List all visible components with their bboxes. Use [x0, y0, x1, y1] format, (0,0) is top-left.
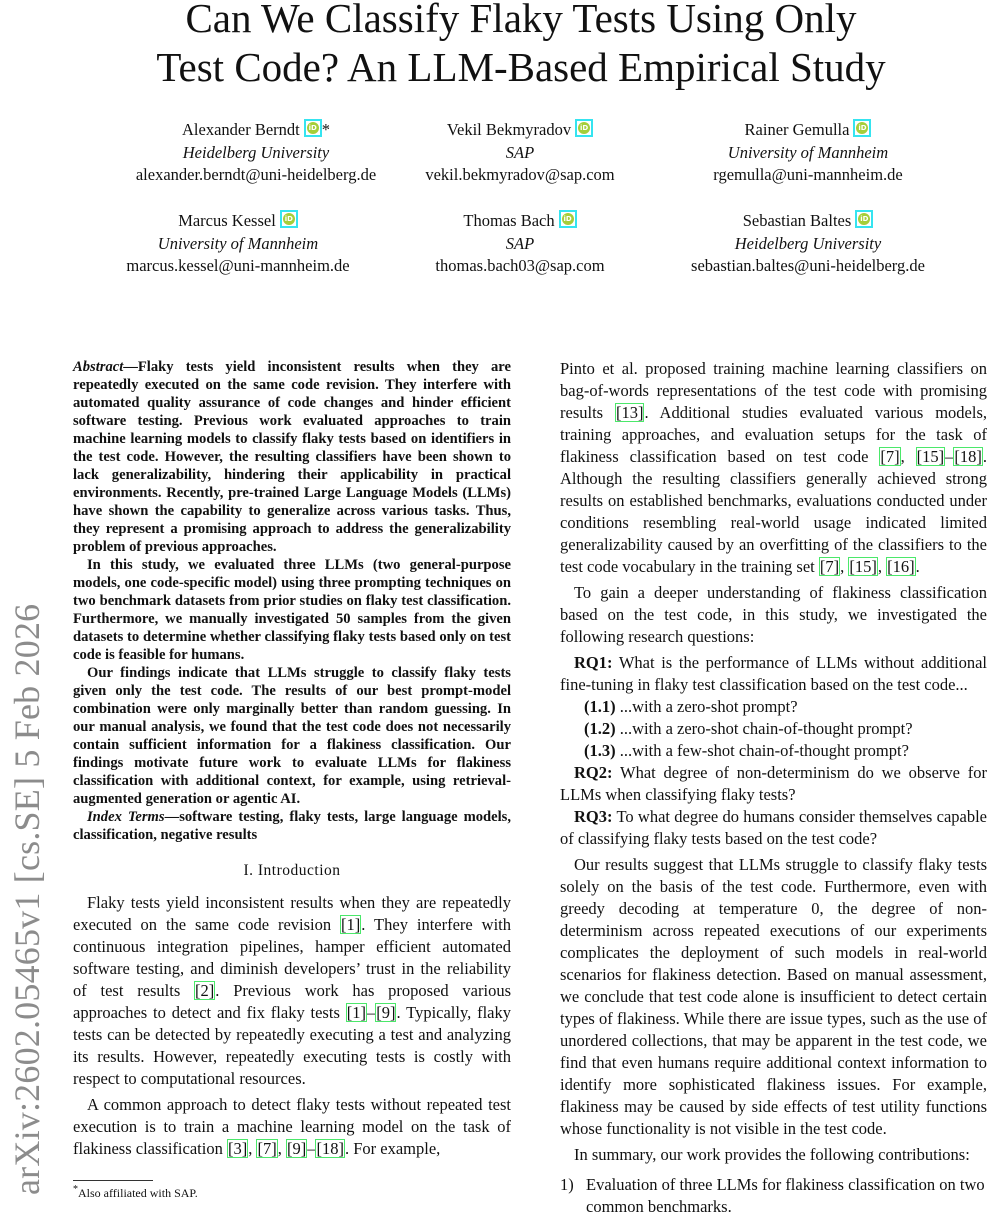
orcid-icon[interactable]: iD [280, 210, 298, 228]
citation-link[interactable]: [2] [195, 981, 215, 1000]
author-block [360, 210, 680, 278]
author-block [360, 119, 680, 187]
citation-link[interactable]: [7] [880, 447, 900, 466]
arxiv-identifier: arXiv:2602.05465v1 [cs.SE] 5 Feb 2026 [7, 603, 47, 1195]
citation-link[interactable]: [9] [376, 1003, 396, 1022]
body-paragraph: Our results suggest that LLMs struggle to classify flaky tests solely on the basis of the test code. Furthermore, even with greedy decoding at temperature 0, the degree of non-determinism across repeated executions of our experiments complicates the deployment of such models in real-world scenarios for flakiness detection. Based on manual assessment, we conclude that test code alone is insufficient to detect certain types of flakiness. While there are issue types, such as the use of unordered collections, that may be apparent in the test code, we find that even humans require additional context information to identify more sophisticated flakiness issues. For example, flakiness may be caused by side effects of test utility functions whose functionality is not visible in the test code. [560, 855, 987, 1138]
intro-paragraph: Flaky tests yield inconsistent results when they are repeatedly executed on the same code revision [1]. They interfere with continuous integration pipelines, hamper efficient automated software testing, and diminish developers’ trust in the reliability of test results [2]. Previous work has proposed various approaches to detect and fix flaky tests [1]–[9]. Typically, flaky tests can be detected by repeatedly executing a test and analyzing its results. However, repeatedly executing tests is costly with respect to computational resources. [73, 893, 512, 1088]
body-paragraph: In summary, our work provides the following contributions: [574, 1145, 970, 1164]
author-block [648, 210, 968, 278]
author-affiliation: SAP [505, 142, 535, 162]
citation-link[interactable]: [7] [819, 557, 840, 576]
author-email: vekil.bekmyradov@sap.com [425, 165, 615, 184]
left-column [73, 358, 511, 1160]
sub-research-question: (1.1) ...with a zero-shot prompt? [584, 697, 798, 716]
orcid-icon[interactable]: iD [855, 210, 873, 228]
index-terms: Index Terms—software testing, flaky tests, large language models, classification, negative results [73, 809, 511, 843]
orcid-icon[interactable]: iD [853, 119, 871, 137]
orcid-icon[interactable]: iD [575, 119, 593, 137]
author-name: Marcus Kessel [178, 211, 276, 230]
citation-link[interactable]: [18] [954, 447, 982, 466]
author-email: sebastian.baltes@uni-heidelberg.de [691, 256, 925, 275]
orcid-icon[interactable]: iD [559, 210, 577, 228]
sub-research-question: (1.3) ...with a few-shot chain-of-thought prompt? [584, 741, 909, 760]
citation-link[interactable]: [9] [286, 1139, 307, 1158]
abstract [73, 358, 511, 844]
title-line-2: Test Code? An LLM-Based Empirical Study [156, 44, 886, 90]
research-question: RQ2: What degree of non-determinism do we observe for LLMs when classifying flaky tests? [560, 763, 987, 804]
abstract-paragraph: In this study, we evaluated three LLMs (two general-purpose models, one code-specific model) using three prompting techniques on two benchmark datasets from prior studies on flaky test classification. Furthermore, we manually investigated 50 samples from the given datasets to determine whether classifying flaky tests based only on test code is feasible for humans. [73, 557, 511, 663]
author-email: thomas.bach03@sap.com [435, 256, 605, 275]
rq-label: RQ2: [574, 763, 613, 782]
author-name: Sebastian Baltes [742, 211, 852, 230]
research-question: RQ1: What is the performance of LLMs without additional fine-tuning in flaky test classification based on the test code... [560, 653, 987, 694]
orcid-icon[interactable]: iD [304, 119, 322, 137]
right-column [560, 358, 987, 1218]
footnote-mark: * [73, 1184, 78, 1195]
index-terms-label: Index Terms [87, 809, 165, 825]
author-email: rgemulla@uni-mannheim.de [713, 165, 903, 184]
rq-label: RQ3: [574, 807, 613, 826]
citation-link[interactable]: [1] [346, 1003, 366, 1022]
author-name: Thomas Bach [463, 211, 555, 230]
rq-label: RQ1: [574, 653, 613, 672]
abstract-paragraph: Abstract—Flaky tests yield inconsistent results when they are repeatedly executed on the same code revision. They interfere with automated quality assurance of code changes and hinder efficient software testing. Previous work evaluated approaches to train machine learning models to classify flaky tests based on identifiers in the test code. However, the resulting classifiers have been shown to lack generalizability, hindering their applicability in practical environments. Recently, pre-trained Large Language Models (LLMs) have shown the capability to generalize across various tasks. Thus, they represent a promising approach to address the generalizability problem of previous approaches. [73, 359, 511, 555]
author-affiliation: University of Mannheim [727, 142, 889, 162]
citation-link[interactable]: [18] [316, 1139, 344, 1158]
contribution-number: 1) [560, 1175, 574, 1194]
author-name: Alexander Berndt [182, 120, 300, 139]
citation-link[interactable]: [1] [341, 915, 361, 934]
author-mark: * [321, 120, 330, 139]
citation-link[interactable]: [13] [615, 403, 644, 422]
citation-link[interactable]: [7] [257, 1139, 277, 1158]
body-paragraph: Pinto et al. proposed training machine learning classifiers on bag-of-words representations of the test code with promising results [13]. Additional studies evaluated various models, training approaches, and evaluation setups for the task of flakiness classification based on test code [7], [15]–[18]. Although the resulting classifiers generally achieved strong results on established benchmarks, evaluations conducted under conditions resembling real-world usage indicated limited generalizability caused by an overfitting of the classifiers to the test code vocabulary in the training set [7], [15], [16]. [560, 359, 987, 576]
abstract-label: Abstract [73, 359, 124, 375]
author-affiliation: Heidelberg University [182, 142, 330, 162]
author-affiliation: SAP [505, 233, 535, 253]
author-affiliation: Heidelberg University [734, 233, 882, 253]
body-paragraph: To gain a deeper understanding of flakiness classification based on the test code, in this study, we investigated the following research questions: [560, 583, 987, 646]
footnote-rule [73, 1180, 153, 1181]
citation-link[interactable]: [15] [916, 447, 945, 466]
abstract-paragraph: Our findings indicate that LLMs struggle to classify flaky tests given only the test code. The results of our best prompt-model combination were only marginally better than random guessing. In our manual analysis, we found that the test code does not necessarily contain sufficient information for a flakiness classification. Our findings motivate future work to evaluate LLMs for flakiness classification with additional context, for example, using retrieval-augmented generation or agentic AI. [73, 665, 511, 807]
sub-research-question: (1.2) ...with a zero-shot chain-of-thought prompt? [584, 719, 913, 738]
footnote: *Also affiliated with SAP. [73, 1184, 198, 1200]
author-email: marcus.kessel@uni-mannheim.de [126, 256, 350, 275]
author-affiliation: University of Mannheim [157, 233, 319, 253]
research-question: RQ3: To what degree do humans consider themselves capable of classifying flaky tests based on the test code? [560, 807, 987, 848]
author-block [648, 119, 968, 187]
contribution-text: Evaluation of three LLMs for flakiness classification on two common benchmarks. [586, 1175, 985, 1216]
author-block [78, 210, 398, 278]
title-line-1: Can We Classify Flaky Tests Using Only [185, 0, 857, 41]
paper-title [0, 0, 988, 92]
citation-link[interactable]: [16] [887, 557, 915, 576]
author-name: Rainer Gemulla [744, 120, 850, 139]
section-heading-introduction: I. Introduction [243, 862, 341, 879]
citation-link[interactable]: [3] [227, 1139, 248, 1158]
contribution-item [560, 1174, 987, 1218]
author-email: alexander.berndt@uni-heidelberg.de [135, 165, 377, 184]
citation-link[interactable]: [15] [849, 557, 877, 576]
intro-paragraph: A common approach to detect flaky tests without repeated test execution is to train a machine learning model on the task of flakiness classification [3], [7], [9]–[18]. For example, [73, 1095, 511, 1158]
author-name: Vekil Bekmyradov [446, 120, 572, 139]
